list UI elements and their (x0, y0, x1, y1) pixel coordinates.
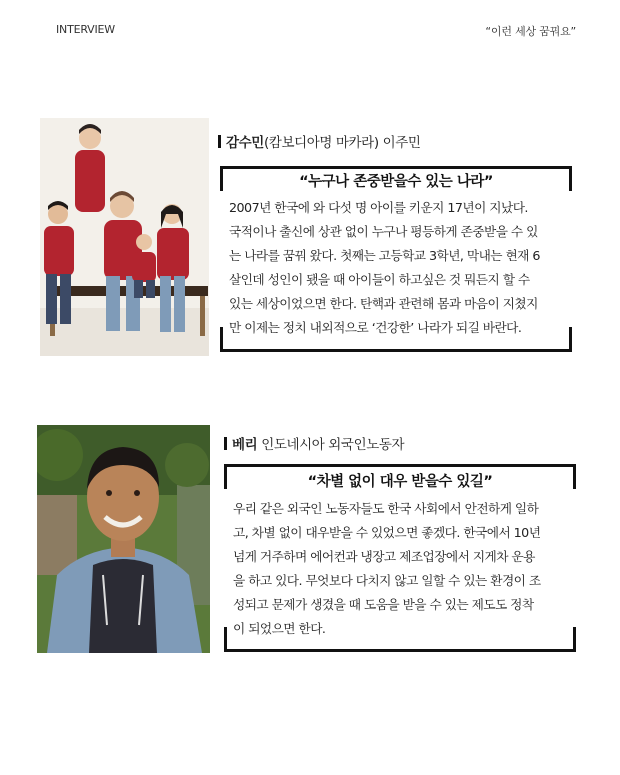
worker-photo (37, 425, 210, 653)
quote-title: “차별 없이 대우 받을수 있길” (307, 474, 493, 490)
body-line: 국적이나 출신에 상관 없이 누구나 평등하게 존중받을 수 있 (229, 224, 538, 239)
body-line: 을 하고 있다. 무엇보다 다치지 않고 일할 수 있는 환경이 조 (233, 573, 541, 588)
interviewee-name-line (218, 131, 421, 151)
interviewee-name: 베리 (232, 437, 258, 453)
body-line: 성되고 문제가 생겼을 때 도움을 받을 수 있는 제도도 정착 (233, 597, 534, 612)
interviewee-name: 감수민 (226, 135, 264, 151)
interviewee-role: 인도네시아 외국인노동자 (257, 437, 405, 453)
body-line: 넘게 거주하며 에어컨과 냉장고 제조업장에서 지게차 운용 (233, 549, 535, 564)
body-line: 살인데 성인이 됐을 때 아이들이 하고싶은 것 뭐든지 할 수 (229, 272, 530, 287)
body-line: 이 되었으면 한다. (233, 621, 326, 636)
body-line: 는 나라를 꿈꿔 왔다. 첫째는 고등학교 3학년, 막내는 현재 6 (229, 248, 540, 263)
interviewee-role: (캄보디아명 마카라) 이주민 (263, 135, 421, 151)
accent-bar (218, 135, 221, 148)
body-line: 있는 세상이었으면 한다. 탄핵과 관련해 몸과 마음이 지쳤지 (229, 296, 538, 311)
body-line: 만 이제는 정치 내외적으로 ‘건강한’ 나라가 되길 바란다. (229, 320, 522, 335)
quote-body (229, 196, 575, 340)
quote-body (233, 497, 579, 641)
body-line: 고, 차별 없이 대우받을 수 있었으면 좋겠다. 한국에서 10년 (233, 525, 541, 540)
body-line: 2007년 한국에 와 다섯 명 아이를 키운지 17년이 지났다. (229, 200, 528, 215)
section-label: INTERVIEW (56, 23, 115, 36)
body-line: 우리 같은 외국인 노동자들도 한국 사회에서 안전하게 일하 (233, 501, 539, 516)
interviewee-name-line (224, 433, 404, 453)
quote-title: “누구나 존중받을수 있는 나라” (299, 174, 493, 190)
family-photo (40, 118, 209, 356)
series-title: “이런 세상 꿈꿔요” (485, 25, 576, 38)
accent-bar (224, 437, 227, 450)
